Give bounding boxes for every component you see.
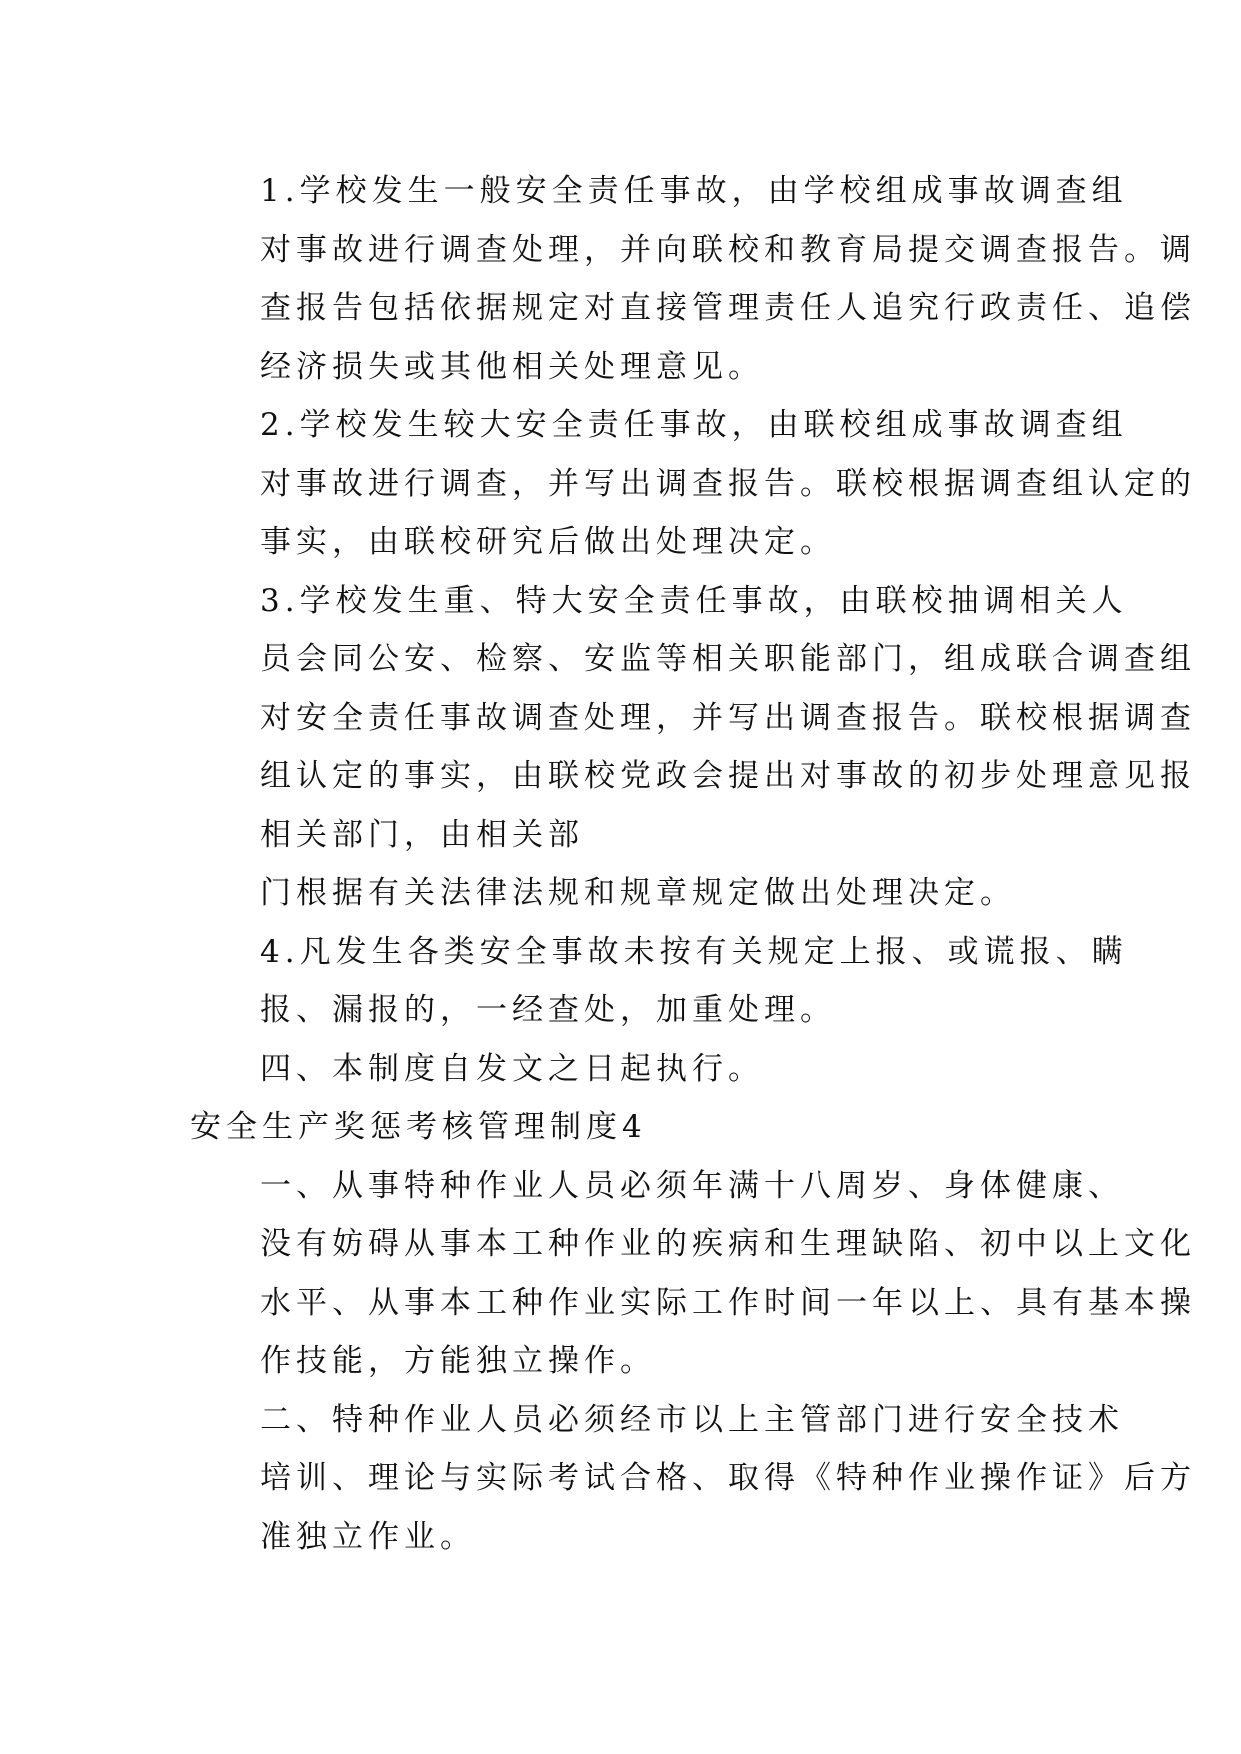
- text-line: 经济损失或其他相关处理意见。: [260, 348, 764, 385]
- section-heading: [190, 1098, 1060, 1157]
- text-line: 一、从事特种作业人员必须年满十八周岁、身体健康、: [260, 1167, 1124, 1204]
- text-line: 3.学校发生重、特大安全责任事故，由联校抽调相关人: [260, 582, 1128, 619]
- text-line: 作技能，方能独立操作。: [260, 1343, 656, 1379]
- paragraph-rule-2: [190, 1391, 1196, 1567]
- text-line: 事实，由联校研究后做出处理决定。: [260, 524, 836, 560]
- text-line: 没有妨碍从事本工种作业的疾病和生理缺陷、初中以上文化: [260, 1226, 1196, 1262]
- paragraph-item-2: [190, 396, 1196, 572]
- heading-line: 安全生产奖惩考核管理制度4: [190, 1109, 647, 1145]
- text-line: 2.学校发生较大安全责任事故，由联校组成事故调查组: [260, 407, 1128, 443]
- text-line: 准独立作业。: [260, 1518, 476, 1555]
- text-line: 组认定的事实，由联校党政会提出对事故的初步处理意见报: [260, 758, 1196, 794]
- text-line: 查报告包括依据规定对直接管理责任人追究行政责任、追偿: [260, 290, 1196, 326]
- text-line: 四、本制度自发文之日起执行。: [260, 1050, 764, 1087]
- text-line: 4.凡发生各类安全事故未按有关规定上报、或谎报、瞒: [260, 933, 1128, 970]
- text-line: 对事故进行调查处理，并向联校和教育局提交调查报告。调: [260, 231, 1196, 268]
- text-line: 二、特种作业人员必须经市以上主管部门进行安全技术: [260, 1401, 1124, 1438]
- text-line: 报、漏报的，一经查处，加重处理。: [260, 992, 836, 1028]
- text-line: 相关部门，由相关部: [260, 816, 584, 853]
- text-line: 水平、从事本工种作业实际工作时间一年以上、具有基本操: [260, 1284, 1196, 1321]
- paragraph-item-1: [190, 162, 1196, 396]
- paragraph-rule-1: [190, 1157, 1196, 1391]
- text-line: 对事故进行调查，并写出调查报告。联校根据调查组认定的: [260, 465, 1196, 502]
- paragraph-item-3: [190, 572, 1196, 865]
- paragraph-item-4: [190, 923, 1128, 1040]
- text-line: 1.学校发生一般安全责任事故，由学校组成事故调查组: [260, 173, 1128, 209]
- paragraph-item-3-continued: [190, 864, 1060, 923]
- paragraph-section-4: [190, 1040, 1060, 1099]
- text-line: 员会同公安、检察、安监等相关职能部门，组成联合调查组: [260, 641, 1196, 677]
- text-line: 对安全责任事故调查处理，并写出调查报告。联校根据调查: [260, 699, 1196, 736]
- document-body: [190, 162, 1196, 1566]
- text-line: 门根据有关法律法规和规章规定做出处理决定。: [260, 875, 1016, 911]
- text-line: 培训、理论与实际考试合格、取得《特种作业操作证》后方: [260, 1460, 1196, 1496]
